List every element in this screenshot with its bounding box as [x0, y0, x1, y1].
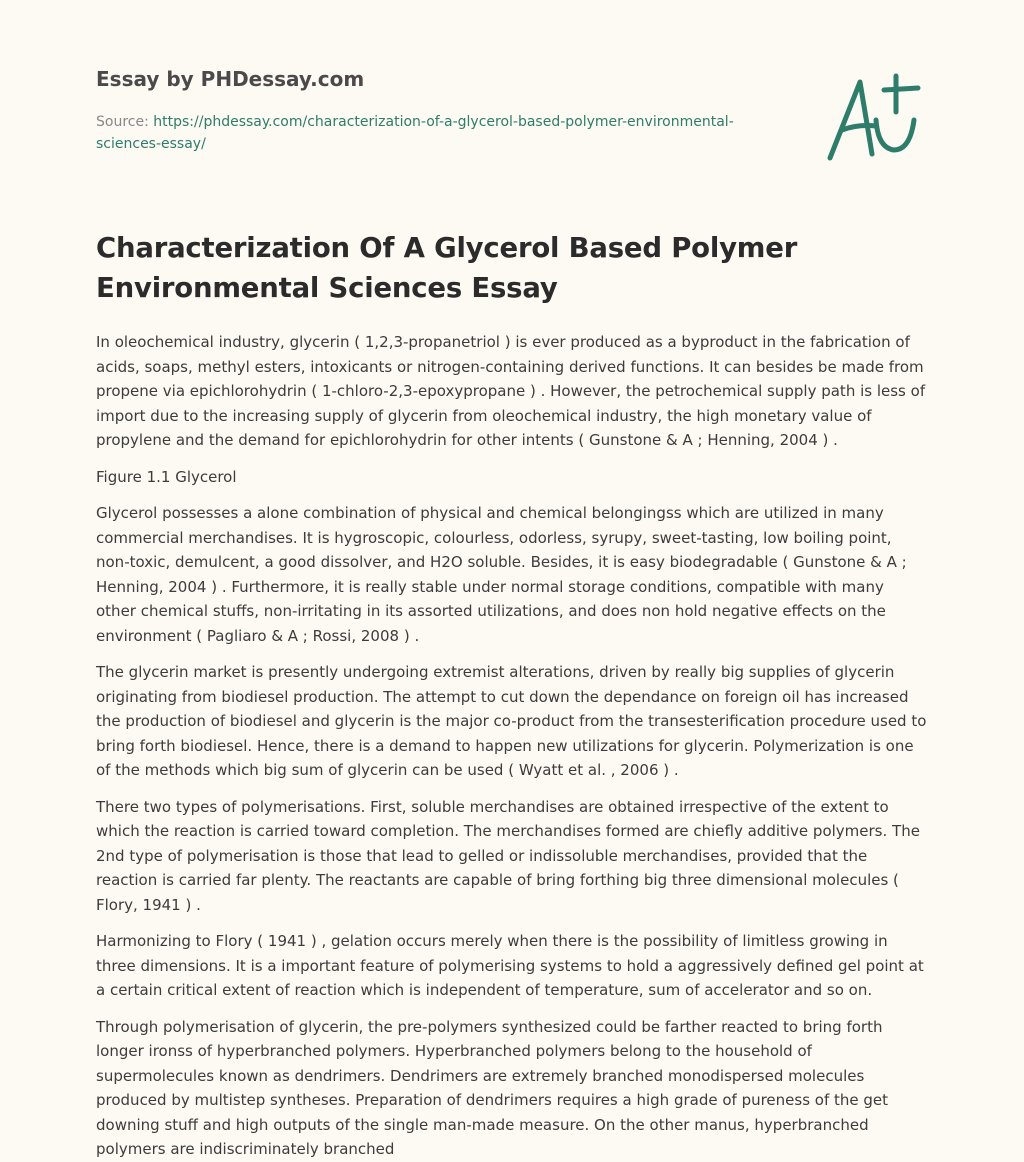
paragraph: Glycerol possesses a alone combination of physical and chemical belongingss which are utilized in many commercial merchandises. It is hygroscopic, colourless, odorless, syrupy, sweet-tasting, low boiling point, non-toxic, demulcent, a good dissolver, and H2O soluble. Besides, it is easy biodegradable ( Gunstone & A ; Henning, 2004 ) . Furthermore, it is really stable under normal storage conditions, compatible with many other chemical stuffs, non-irritating in its assorted utilizations, and does non hold negative effects on the environment ( Pagliaro & A ; Rossi, 2008 ) . — [96, 504, 907, 645]
essay-body — [96, 330, 928, 1162]
paragraph: There two types of polymerisations. First, soluble merchandises are obtained irrespective of the extent to which the reaction is carried toward completion. The merchandises formed are chiefly additive polymers. The 2nd type of polymerisation is those that lead to gelled or indissoluble merchandises, provided that the reaction is carried far plenty. The reactants are capable of bring forthing big three dimensional molecules ( Flory, 1941 ) . — [96, 797, 920, 914]
source-line — [96, 111, 736, 155]
source-link[interactable]: https://phdessay.com/characterization-of-a-glycerol-based-polymer-environmental-sciences-essay/ — [96, 114, 734, 152]
paragraph: Harmonizing to Flory ( 1941 ) , gelation occurs merely when there is the possibility of limitless growing in three dimensions. It is a important feature of polymerising systems to hold a aggressively defined gel point at a certain critical extent of reaction which is independent of temperature, sum of accelerator and so on. — [96, 932, 924, 999]
paragraph: In oleochemical industry, glycerin ( 1,2,3-propanetriol ) is ever produced as a byproduct in the fabrication of acids, soaps, methyl esters, intoxicants or nitrogen-containing derived functions. It can besides be made from propene via epichlorohydrin ( 1-chloro-2,3-epoxypropane ) . However, the petrochemical supply path is less of import due to the increasing supply of glycerin from oleochemical industry, the high monetary value of propylene and the demand for epichlorohydrin for other intents ( Gunstone & A ; Henning, 2004 ) . — [96, 333, 926, 449]
source-label: Source: — [96, 114, 149, 130]
document-page — [96, 0, 928, 1158]
paragraph: Through polymerisation of glycerin, the pre-polymers synthesized could be farther reacted to bring forth longer ironss of hyperbranched polymers. Hyperbranched polymers belong to the household of supermolecules known as dendrimers. Dendrimers are extremely branched monodispersed molecules produced by multistep syntheses. Preparation of dendrimers requires a high grade of pureness of the get downing stuff and high outputs of the single man-made measure. On the other manus, hyperbranched polymers are indiscriminately branched — [96, 1017, 889, 1158]
paragraph: The glycerin market is presently undergoing extremist alterations, driven by really big supplies of glycerin originating from biodiesel production. The attempt to cut down the dependance on foreign oil has increased the production of biodiesel and glycerin is the major co-product from the transesterification procedure used to bring forth biodiesel. Hence, there is a demand to happen new utilizations for glycerin. Polymerization is one of the methods which big sum of glycerin can be used ( Wyatt et al. , 2006 ) . — [96, 663, 927, 779]
essay-title: Characterization Of A Glycerol Based Polymer Environmental Sciences Essay — [96, 232, 798, 304]
page-header — [96, 0, 928, 190]
site-title: Essay by PHDessay.com — [96, 67, 365, 91]
figure-caption: Figure 1.1 Glycerol — [96, 467, 237, 486]
a-plus-grade-icon — [824, 66, 928, 164]
